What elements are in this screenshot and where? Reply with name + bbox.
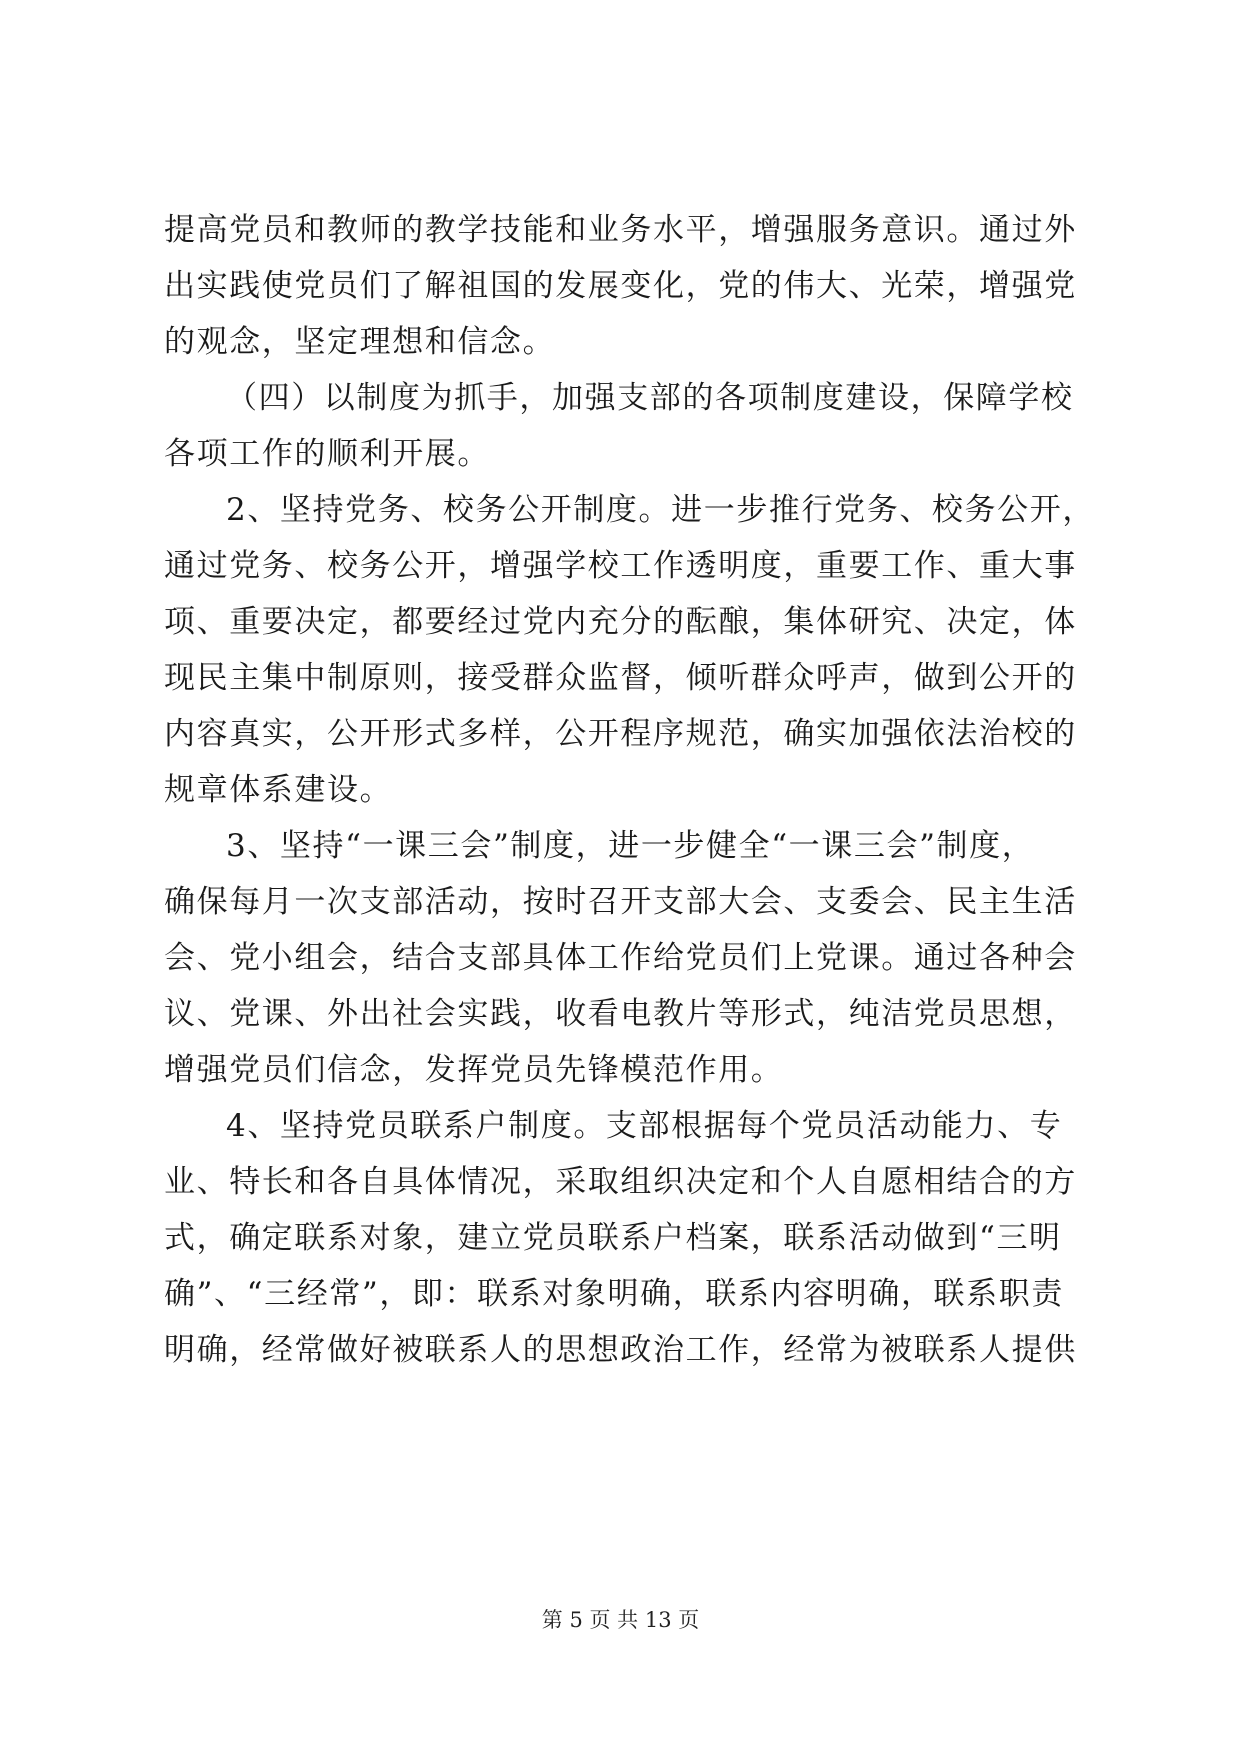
paragraph-5-line-5: 明确，经常做好被联系人的思想政治工作，经常为被联系人提供 (164, 1332, 1077, 1368)
paragraph-4-line-3: 会、党小组会，结合支部具体工作给党员们上党课。通过各种会 (164, 940, 1077, 976)
paragraph-5-line-4: 确”、“三经常”，即：联系对象明确，联系内容明确，联系职责 (164, 1276, 1064, 1312)
paragraph-3-line-3: 项、重要决定，都要经过党内充分的酝酿，集体研究、决定，体 (164, 604, 1077, 640)
paragraph-3-line-5: 内容真实，公开形式多样，公开程序规范，确实加强依法治校的 (164, 716, 1077, 752)
paragraph-4-line-2: 确保每月一次支部活动，按时召开支部大会、支委会、民主生活 (164, 884, 1077, 920)
paragraph-5-line-1: 4、坚持党员联系户制度。支部根据每个党员活动能力、专 (226, 1108, 1063, 1144)
paragraph-1-line-1: 提高党员和教师的教学技能和业务水平，增强服务意识。通过外 (164, 212, 1077, 248)
paragraph-5-line-3: 式，确定联系对象，建立党员联系户档案，联系活动做到“三明 (164, 1220, 1062, 1256)
paragraph-3-line-2: 通过党务、校务公开，增强学校工作透明度，重要工作、重大事 (164, 548, 1077, 584)
paragraph-4-line-4: 议、党课、外出社会实践，收看电教片等形式，纯洁党员思想， (164, 996, 1077, 1032)
paragraph-4-line-5: 增强党员们信念，发挥党员先锋模范作用。 (164, 1052, 784, 1088)
paragraph-1-line-3: 的观念，坚定理想和信念。 (164, 324, 556, 360)
page-number-footer: 第 5 页 共 13 页 (541, 1608, 700, 1632)
paragraph-1-line-2: 出实践使党员们了解祖国的发展变化，党的伟大、光荣，增强党 (164, 268, 1077, 304)
paragraph-3-line-4: 现民主集中制原则，接受群众监督，倾听群众呼声，做到公开的 (164, 660, 1077, 696)
paragraph-2-line-2: 各项工作的顺利开展。 (164, 436, 490, 472)
paragraph-4-line-1: 3、坚持“一课三会”制度，进一步健全“一课三会”制度， (226, 828, 1035, 864)
paragraph-3-line-1: 2、坚持党务、校务公开制度。进一步推行党务、校务公开， (226, 492, 1095, 528)
paragraph-2-line-1: （四）以制度为抓手，加强支部的各项制度建设，保障学校 (226, 380, 1074, 416)
paragraph-5-line-2: 业、特长和各自具体情况，采取组织决定和个人自愿相结合的方 (164, 1164, 1077, 1200)
paragraph-3-line-6: 规章体系建设。 (164, 772, 393, 808)
